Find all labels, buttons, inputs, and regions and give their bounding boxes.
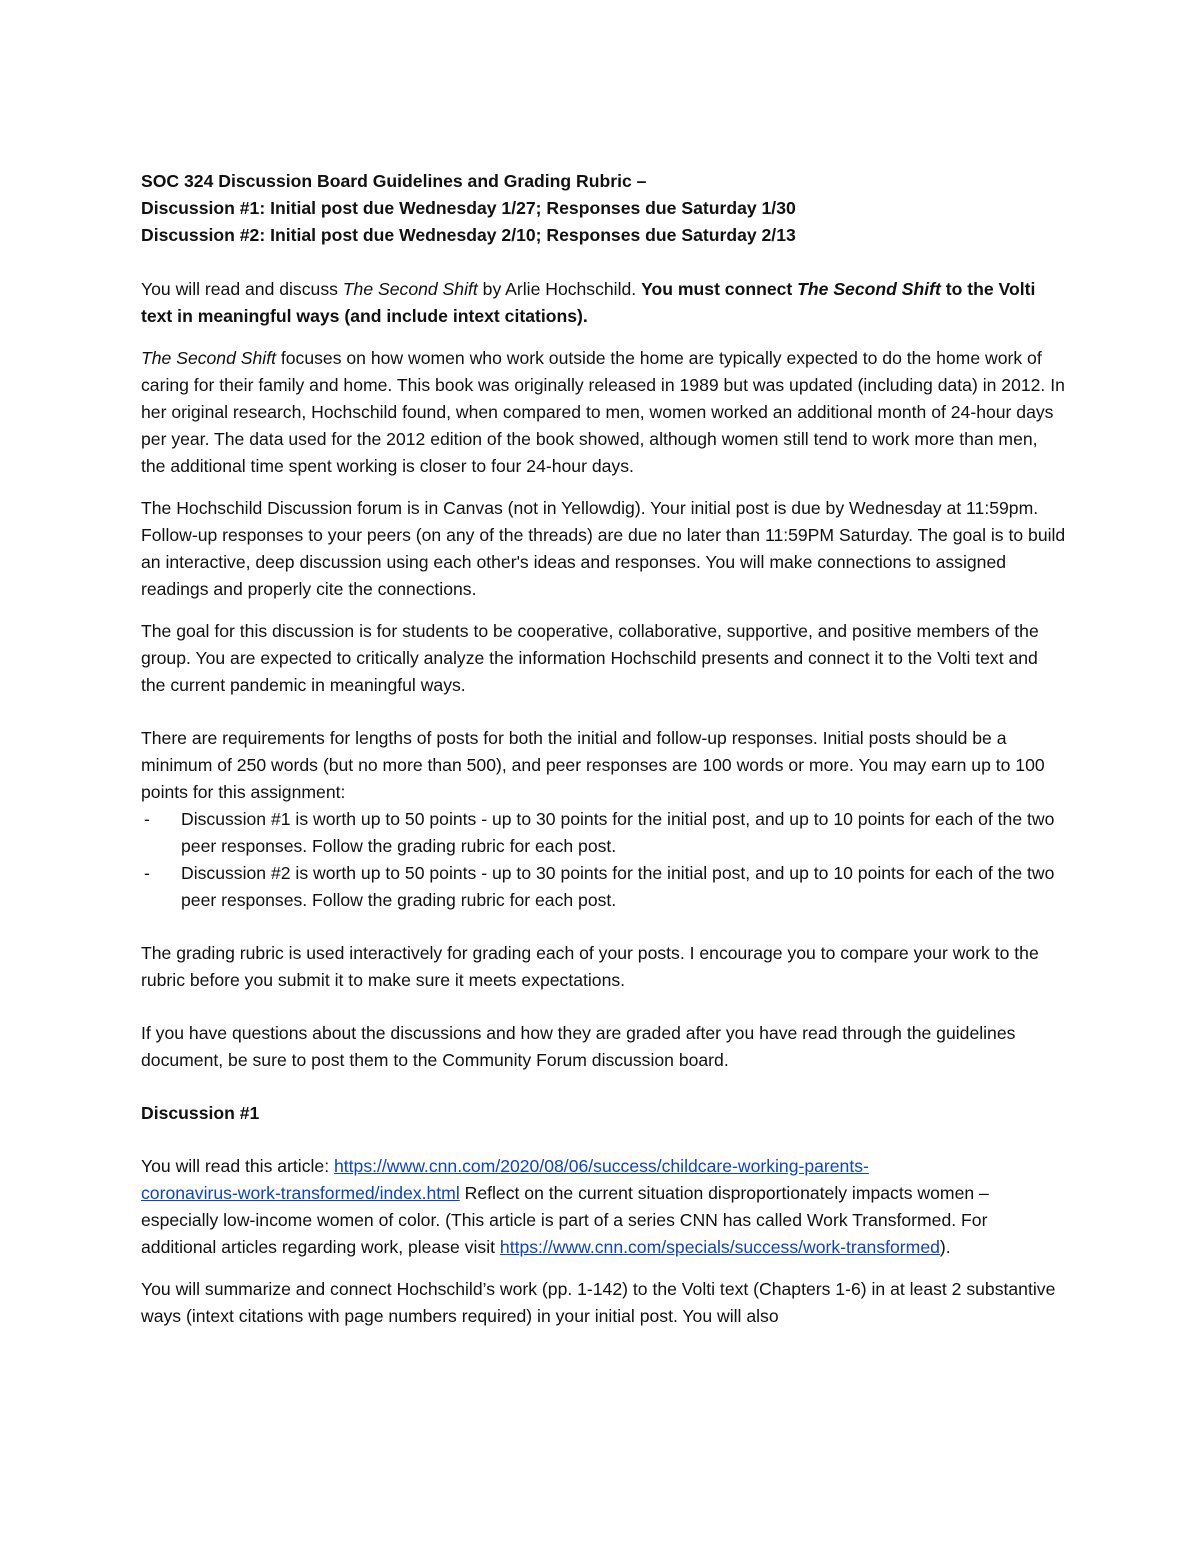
list-item — [141, 860, 1066, 914]
cnn-article-link-part-1: https://www.cnn.com/2020/08/06/success/childcare-working-parents- — [333, 1156, 869, 1176]
questions-paragraph: If you have questions about the discussions and how they are graded after you have read through the guidelines document, be sure to post them to the Community Forum discussion board. — [141, 1023, 1016, 1070]
requirements-paragraph: There are requirements for lengths of posts for both the initial and follow-up responses. Initial posts should be a minimum of 250 words (but no more than 500), and peer responses are 100 words or more. You may earn up to 100 points for this assignment: — [141, 728, 1045, 802]
focus-paragraph — [141, 345, 1066, 480]
intro-text-1: You will read and discuss — [141, 279, 343, 299]
intro-text-2: by Arlie Hochschild. — [477, 279, 642, 299]
book-title: The Second Shift — [342, 279, 478, 299]
article-text-1: You will read this article: — [141, 1156, 334, 1176]
list-dash: - — [144, 863, 150, 883]
list-dash: - — [144, 809, 150, 829]
focus-text: focuses on how women who work outside the home are typically expected to do the home work of caring for their family and home. This book was originally released in 1989 but was updated (including data) in 2012. In her original research, Hochschild found, when compared to men, women worked an additional month of 24-hour days per year. The data used for the 2012 edition of the book showed, although women still tend to work more than men, the additional time spent working is closer to four 24-hour days. — [141, 348, 1065, 476]
discussion-1-heading: Discussion #1 — [141, 1103, 260, 1123]
work-transformed-link[interactable]: https://www.cnn.com/specials/success/work-transformed — [499, 1237, 940, 1257]
points-list — [141, 806, 1066, 914]
document-title: SOC 324 Discussion Board Guidelines and Grading Rubric – — [141, 171, 647, 191]
intro-paragraph — [141, 276, 1066, 330]
article-paragraph — [141, 1153, 1066, 1261]
forum-paragraph: The Hochschild Discussion forum is in Canvas (not in Yellowdig). Your initial post is due by Wednesday at 11:59pm. Follow-up responses to your peers (on any of the threads) are due no later than 11:59PM Saturday. The goal is to build an interactive, deep discussion using each other's ideas and responses. You will make connections to assigned readings and properly cite the connections. — [141, 498, 1066, 599]
goal-paragraph: The goal for this discussion is for students to be cooperative, collaborative, supportive, and positive members of the group. You are expected to critically analyze the information Hochschild presents and connect it to the Volti text and the current pandemic in meaningful ways. — [141, 621, 1039, 695]
discussion-2-due-dates: Discussion #2: Initial post due Wednesday 2/10; Responses due Saturday 2/13 — [141, 225, 796, 245]
summary-paragraph: You will summarize and connect Hochschild’s work (pp. 1-142) to the Volti text (Chapters 1-6) in at least 2 substantive ways (intext citations with page numbers required) in your initial post. You will also — [141, 1279, 1056, 1326]
article-text-3: ). — [939, 1237, 951, 1257]
book-title-bold: The Second Shift — [797, 279, 941, 299]
intro-bold-1: You must connect — [641, 279, 798, 299]
rubric-paragraph: The grading rubric is used interactively for grading each of your posts. I encourage you to compare your work to the rubric before you submit it to make sure it meets expectations. — [141, 943, 1039, 990]
document-page — [141, 168, 1066, 1330]
intro-bold-2: to the Volti text in meaningful ways (and include intext citations). — [141, 279, 1036, 326]
list-item-text: Discussion #2 is worth up to 50 points - up to 30 points for the initial post, and up to 10 points for each of the two peer responses. Follow the grading rubric for each post. — [181, 863, 1055, 910]
discussion-1-due-dates: Discussion #1: Initial post due Wednesday 1/27; Responses due Saturday 1/30 — [141, 198, 796, 218]
list-item-text: Discussion #1 is worth up to 50 points - up to 30 points for the initial post, and up to 10 points for each of the two peer responses. Follow the grading rubric for each post. — [181, 809, 1055, 856]
list-item — [141, 806, 1066, 860]
article-text-2: Reflect on the current situation disproportionately impacts women – especially low-income women of color. (This article is part of a series CNN has called Work Transformed. For additional articles regarding work, please visit — [141, 1183, 989, 1257]
cnn-article-link-part-2: coronavirus-work-transformed/index.html — [141, 1183, 460, 1203]
book-title: The Second Shift — [141, 348, 276, 368]
